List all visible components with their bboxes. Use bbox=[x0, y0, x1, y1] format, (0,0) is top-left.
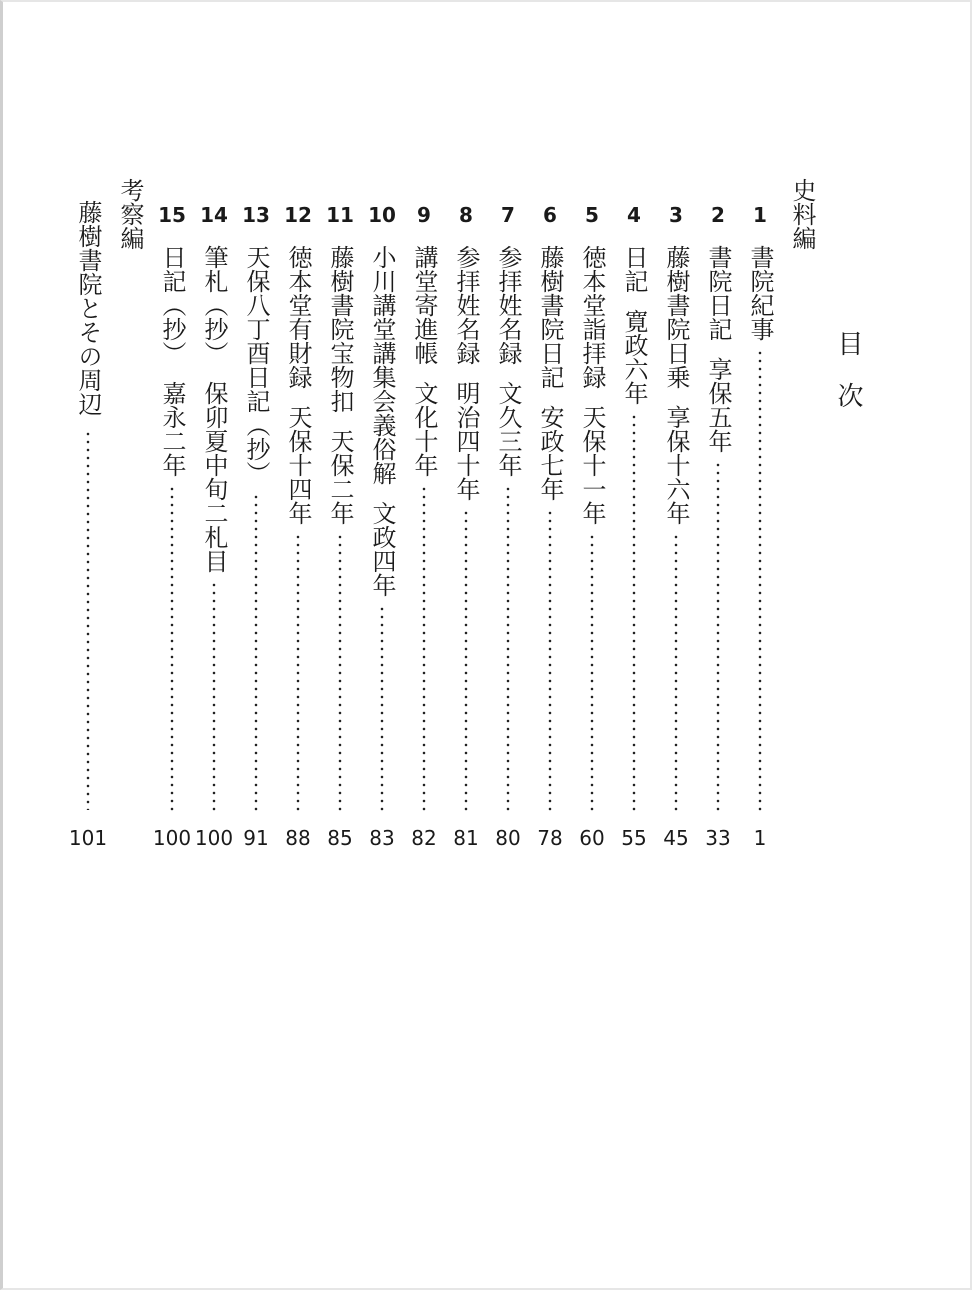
entry-page: 80 bbox=[495, 826, 521, 850]
entry-title: 藤樹書院日乗 bbox=[662, 245, 690, 389]
entry-date: 天保二年 bbox=[326, 429, 354, 525]
leader-dots bbox=[338, 533, 342, 815]
entry-text bbox=[370, 245, 394, 597]
entry-number: 15 bbox=[158, 203, 186, 227]
entry-number: 5 bbox=[585, 203, 599, 227]
entry-page: 100 bbox=[152, 826, 192, 850]
entry-text bbox=[580, 245, 604, 525]
entry-title: 小川講堂講集会義俗解 bbox=[368, 245, 396, 485]
leader-dots bbox=[464, 509, 468, 815]
entry-date: 文化十年 bbox=[410, 381, 438, 477]
entry-text bbox=[664, 245, 688, 525]
entry-page: 88 bbox=[285, 826, 311, 850]
entry-page: 33 bbox=[705, 826, 731, 850]
entry-number: 6 bbox=[543, 203, 557, 227]
leader-dots bbox=[380, 605, 384, 815]
entry-title: 筆札（抄） bbox=[200, 245, 228, 365]
leader-dots bbox=[758, 349, 762, 815]
entry-number: 2 bbox=[711, 203, 725, 227]
entry-number: 3 bbox=[669, 203, 683, 227]
entry-date: 天保十一年 bbox=[578, 405, 606, 525]
entry-number: 14 bbox=[200, 203, 228, 227]
entry-page: 100 bbox=[194, 826, 234, 850]
entry-number: 9 bbox=[417, 203, 431, 227]
leader-dots bbox=[590, 533, 594, 815]
entry-title: 日記（抄） bbox=[158, 245, 186, 365]
entry-page: 45 bbox=[663, 826, 689, 850]
entry-text bbox=[622, 245, 646, 405]
entry-number: 12 bbox=[284, 203, 312, 227]
leader-dots bbox=[212, 581, 216, 815]
entry-text bbox=[706, 245, 730, 453]
leader-dots bbox=[254, 493, 258, 815]
entry-title: 参拝姓名録 bbox=[452, 245, 480, 365]
entry-text bbox=[496, 245, 520, 477]
entry-text bbox=[286, 245, 310, 525]
entry-date: 嘉永二年 bbox=[158, 381, 186, 477]
section-label-shiryo: 史料編 bbox=[788, 178, 816, 250]
entry-date: 文政四年 bbox=[368, 501, 396, 597]
entry-number: 11 bbox=[326, 203, 354, 227]
entry-number: 7 bbox=[501, 203, 515, 227]
entry-title: 講堂寄進帳 bbox=[410, 245, 438, 365]
leader-dots bbox=[716, 461, 720, 815]
leader-dots bbox=[674, 533, 678, 815]
section-label-kosatsu: 考察編 bbox=[116, 178, 144, 250]
leader-dots bbox=[296, 533, 300, 815]
entry-page: 60 bbox=[579, 826, 605, 850]
entry-date: 享保五年 bbox=[704, 357, 732, 453]
entry-page: 55 bbox=[621, 826, 647, 850]
entry-date: 文久三年 bbox=[494, 381, 522, 477]
entry-date: 享保十六年 bbox=[662, 405, 690, 525]
entry-title: 書院日記 bbox=[704, 245, 732, 341]
entry-date: 保卯夏中旬二札目 bbox=[200, 381, 228, 573]
entry-date: 天保十四年 bbox=[284, 405, 312, 525]
entry-number: 4 bbox=[627, 203, 641, 227]
entry-number: 8 bbox=[459, 203, 473, 227]
entry-date: 寛政六年 bbox=[620, 309, 648, 405]
show-through-text bbox=[420, 170, 880, 1190]
leader-dots bbox=[170, 485, 174, 815]
entry-page: 81 bbox=[453, 826, 479, 850]
leader-dots bbox=[632, 413, 636, 815]
entry-title: 徳本堂有財録 bbox=[284, 245, 312, 389]
leader-dots bbox=[422, 485, 426, 815]
entry-page: 82 bbox=[411, 826, 437, 850]
entry-title: 藤樹書院宝物扣 bbox=[326, 245, 354, 413]
entry-page: 91 bbox=[243, 826, 269, 850]
entry-page: 78 bbox=[537, 826, 563, 850]
entry-page: 1 bbox=[753, 826, 767, 850]
entry-text bbox=[748, 245, 772, 357]
essay-title: 藤樹書院とその周辺 bbox=[74, 200, 102, 416]
entry-text bbox=[160, 245, 184, 477]
leader-dots bbox=[548, 509, 552, 815]
entry-title: 徳本堂詣拝録 bbox=[578, 245, 606, 389]
entry-date: 明治四十年 bbox=[452, 381, 480, 501]
page-title: 目 次 bbox=[833, 330, 863, 408]
leader-dots bbox=[506, 485, 510, 815]
entry-text bbox=[202, 245, 226, 573]
entry-title: 書院紀事 bbox=[746, 245, 774, 341]
leader-dots bbox=[86, 430, 90, 810]
entry-title: 藤樹書院日記 bbox=[536, 245, 564, 389]
entry-text bbox=[412, 245, 436, 477]
essay-page: 101 bbox=[68, 826, 108, 850]
entry-number: 13 bbox=[242, 203, 270, 227]
entry-text bbox=[328, 245, 352, 525]
entry-text bbox=[454, 245, 478, 501]
entry-number: 10 bbox=[368, 203, 396, 227]
entry-date: 安政七年 bbox=[536, 405, 564, 501]
entry-title: 天保八丁酉日記（抄） bbox=[242, 245, 270, 485]
entry-text bbox=[244, 245, 268, 501]
entry-text bbox=[538, 245, 562, 501]
entry-title: 参拝姓名録 bbox=[494, 245, 522, 365]
entry-page: 85 bbox=[327, 826, 353, 850]
entry-title: 日記 bbox=[620, 245, 648, 293]
entry-number: 1 bbox=[753, 203, 767, 227]
entry-page: 83 bbox=[369, 826, 395, 850]
